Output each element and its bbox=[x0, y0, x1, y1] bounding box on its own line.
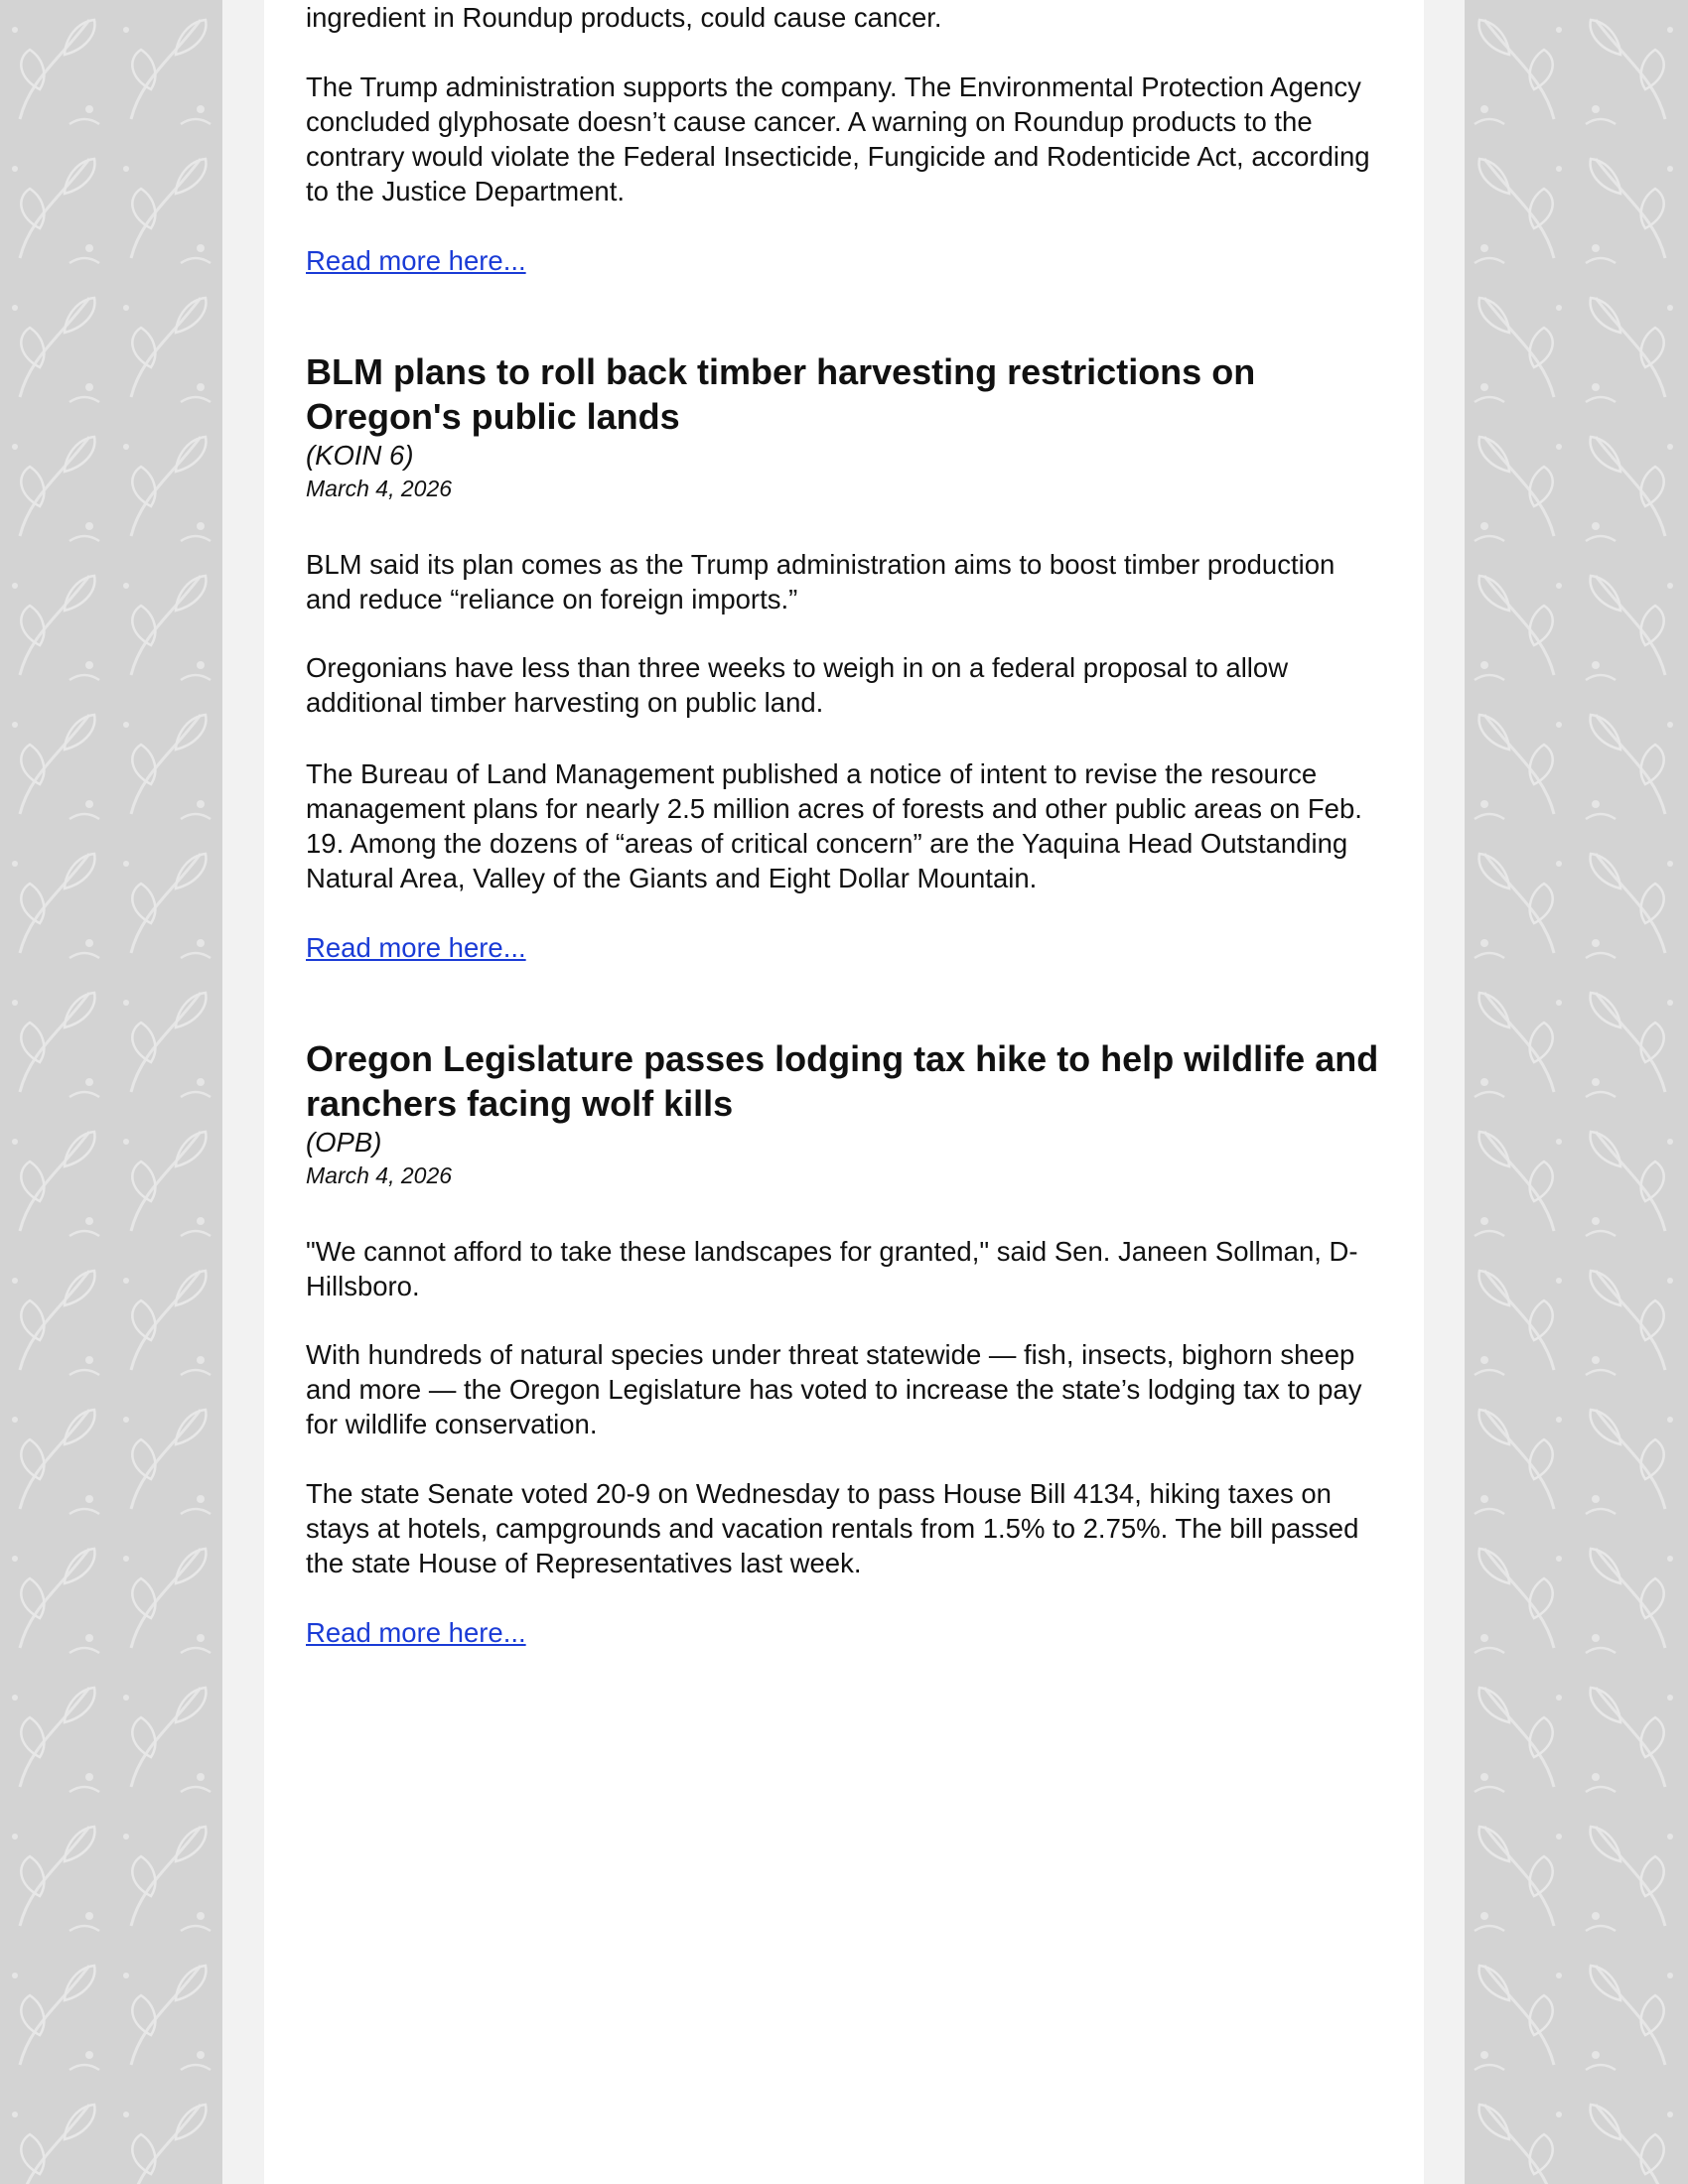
article-date: March 4, 2026 bbox=[306, 1162, 453, 1188]
article-paragraph: With hundreds of natural species under threat statewide — fish, insects, bighorn sheep and more — the Oregon Legislature has voted to increase the state’s lodging tax to pay for wildlife conservation. bbox=[306, 1339, 1362, 1439]
read-more-link[interactable]: Read more here... bbox=[306, 1617, 526, 1648]
article-source: (OPB) bbox=[306, 1127, 382, 1158]
article-headline[interactable]: Oregon Legislature passes lodging tax hike to help wildlife and ranchers facing wolf kills bbox=[306, 1038, 1379, 1124]
article-date: March 4, 2026 bbox=[306, 476, 453, 501]
article-paragraph: Oregonians have less than three weeks to weigh in on a federal proposal to allow additional timber harvesting on public land. bbox=[306, 652, 1289, 718]
background-pattern-left bbox=[0, 0, 222, 2184]
article-headline[interactable]: BLM plans to roll back timber harvesting restrictions on Oregon's public lands bbox=[306, 351, 1256, 437]
read-more-link[interactable]: Read more here... bbox=[306, 932, 526, 963]
leaf-pattern-icon bbox=[1465, 0, 1688, 2184]
intro-paragraph: The Trump administration supports the company. The Environmental Protection Agency concluded glyphosate doesn’t cause cancer. A warning on Roundup products to the contrary would violate the Federal Insecticide, Fungicide and Rodenticide Act, according to the Justice Department. bbox=[306, 71, 1370, 206]
article-source: (KOIN 6) bbox=[306, 440, 414, 471]
article-lodging-tax bbox=[306, 1036, 1386, 1191]
read-more-link[interactable]: Read more here... bbox=[306, 245, 526, 276]
article-paragraph: The state Senate voted 20-9 on Wednesday to pass House Bill 4134, hiking taxes on stays at hotels, campgrounds and vacation rentals from 1.5% to 2.75%. The bill passed the state House of Representatives last week. bbox=[306, 1478, 1359, 1578]
newsletter-body bbox=[264, 0, 1424, 2184]
article-paragraph: BLM said its plan comes as the Trump administration aims to boost timber production and reduce “reliance on foreign imports.” bbox=[306, 549, 1336, 614]
intro-paragraph-tail: ingredient in Roundup products, could cause cancer. bbox=[306, 2, 942, 33]
article-paragraph: The Bureau of Land Management published a notice of intent to revise the resource management plans for nearly 2.5 million acres of forests and other public areas on Feb. 19. Among the dozens of “areas of critical concern” are the Yaquina Head Outstanding Natural Area, Valley of the Giants and Eight Dollar Mountain. bbox=[306, 758, 1362, 893]
background-pattern-right bbox=[1465, 0, 1688, 2184]
article-blm-timber bbox=[306, 349, 1386, 504]
article-paragraph: "We cannot afford to take these landscapes for granted," said Sen. Janeen Sollman, D-Hillsboro. bbox=[306, 1236, 1358, 1301]
leaf-pattern-icon bbox=[0, 0, 222, 2184]
